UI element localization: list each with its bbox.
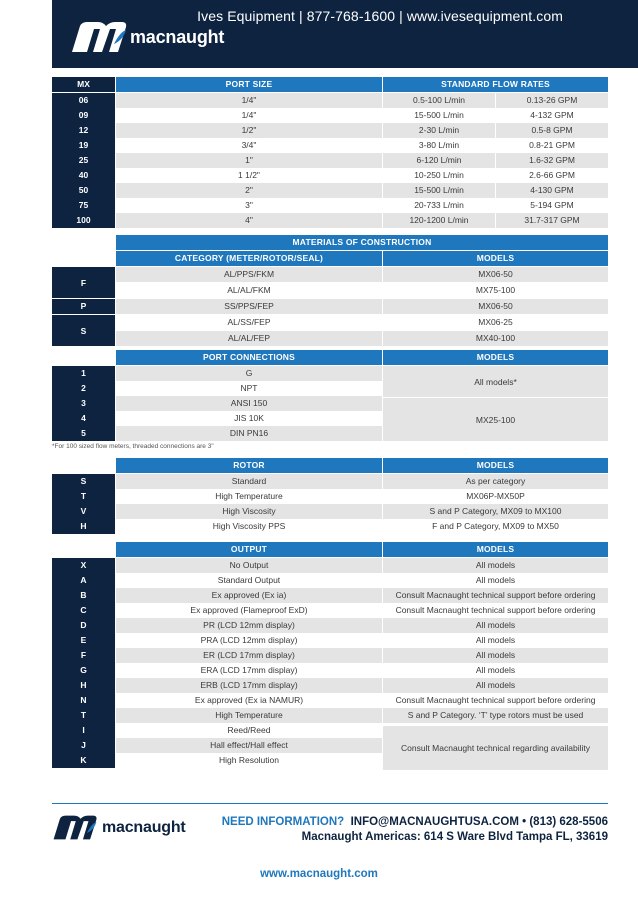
output-name: Reed/Reed <box>116 723 382 738</box>
output-models: All models <box>383 648 608 663</box>
output-code: A <box>52 573 115 588</box>
port-code: 3 <box>52 396 115 411</box>
mx-code: 40 <box>52 168 115 183</box>
port-code: 1 <box>52 366 115 381</box>
mx-code: 50 <box>52 183 115 198</box>
output-name: Hall effect/Hall effect <box>116 738 382 753</box>
flow-rate-gpm: 0.13-26 GPM <box>496 93 608 108</box>
port-connections-table <box>52 350 608 441</box>
material-models: MX40-100 <box>383 331 608 346</box>
mx-code: 19 <box>52 138 115 153</box>
material-category: AL/AL/FKM <box>116 283 382 298</box>
output-models: All models <box>383 663 608 678</box>
rotor-models: S and P Category, MX09 to MX100 <box>383 504 608 519</box>
port-size: 4" <box>116 213 382 228</box>
footer-logo-wordmark: macnaught <box>102 818 186 836</box>
port-size: 1/2" <box>116 123 382 138</box>
output-name: ER (LCD 17mm display) <box>116 648 382 663</box>
rotor-name: High Viscosity PPS <box>116 519 382 534</box>
port-size: 1/4" <box>116 93 382 108</box>
output-models: All models <box>383 573 608 588</box>
output-code: J <box>52 738 115 753</box>
materials-title: MATERIALS OF CONSTRUCTION <box>116 235 608 250</box>
mx-code: 12 <box>52 123 115 138</box>
flow-rate-lmin: 3-80 L/min <box>383 138 495 153</box>
logo-wordmark: macnaught <box>130 26 225 47</box>
material-code-s: S <box>52 315 115 346</box>
port-size-header: PORT SIZE <box>116 77 382 92</box>
output-models: All models <box>383 618 608 633</box>
flow-rate-gpm: 31.7-317 GPM <box>496 213 608 228</box>
output-code: T <box>52 708 115 723</box>
port-connection-name: NPT <box>116 381 382 396</box>
rotor-code: T <box>52 489 115 504</box>
flow-rate-gpm: 4-132 GPM <box>496 108 608 123</box>
contact-email-phone[interactable]: INFO@MACNAUGHTUSA.COM • (813) 628-5506 <box>350 816 608 828</box>
mx-code: 75 <box>52 198 115 213</box>
output-models: All models <box>383 633 608 648</box>
flow-rate-lmin: 15-500 L/min <box>383 108 495 123</box>
rotor-models-header: MODELS <box>383 458 608 473</box>
flow-rate-lmin: 120-1200 L/min <box>383 213 495 228</box>
macnaught-logo <box>70 20 224 54</box>
material-category: AL/SS/FEP <box>116 315 382 330</box>
flow-rate-lmin: 10-250 L/min <box>383 168 495 183</box>
macnaught-logo-mark-icon <box>70 20 128 54</box>
output-name: PR (LCD 12mm display) <box>116 618 382 633</box>
output-code: X <box>52 558 115 573</box>
port-size: 1/4" <box>116 108 382 123</box>
header-contact: Ives Equipment | 877-768-1600 | www.ivesequipment.com <box>197 8 563 24</box>
port-models-all: All models* <box>383 366 608 397</box>
flow-rate-gpm: 1.6-32 GPM <box>496 153 608 168</box>
flow-rate-lmin: 15-500 L/min <box>383 183 495 198</box>
port-size: 1 1/2" <box>116 168 382 183</box>
rotor-header: ROTOR <box>116 458 382 473</box>
mx-header: MX <box>52 77 115 92</box>
material-models: MX06-50 <box>383 267 608 282</box>
mx-code: 09 <box>52 108 115 123</box>
mx-code: 06 <box>52 93 115 108</box>
mx-code: 100 <box>52 213 115 228</box>
flow-rate-lmin: 0.5-100 L/min <box>383 93 495 108</box>
flow-table-header <box>52 77 608 92</box>
address: Macnaught Americas: 614 S Ware Blvd Tampa FL, 33619 <box>301 831 608 843</box>
output-code: B <box>52 588 115 603</box>
flow-rate-gpm: 0.8-21 GPM <box>496 138 608 153</box>
output-name: Ex approved (Ex ia NAMUR) <box>116 693 382 708</box>
mx-code: 25 <box>52 153 115 168</box>
port-connection-name: ANSI 150 <box>116 396 382 411</box>
flow-rates-header: STANDARD FLOW RATES <box>383 77 608 92</box>
output-name: High Temperature <box>116 708 382 723</box>
output-models-header: MODELS <box>383 542 608 557</box>
materials-table <box>52 235 608 343</box>
flow-rate-lmin: 20-733 L/min <box>383 198 495 213</box>
flow-rate-gpm: 4-130 GPM <box>496 183 608 198</box>
output-models: Consult Macnaught technical support before ordering <box>383 693 608 708</box>
need-information-block <box>222 815 608 845</box>
material-category: AL/PPS/FKM <box>116 267 382 282</box>
output-code: C <box>52 603 115 618</box>
footer-divider <box>52 803 608 804</box>
flow-rate-gpm: 2.6-66 GPM <box>496 168 608 183</box>
material-models: MX06-50 <box>383 299 608 314</box>
material-models: MX75-100 <box>383 283 608 298</box>
output-models: Consult Macnaught technical support before ordering <box>383 588 608 603</box>
port-connection-name: G <box>116 366 382 381</box>
page-header <box>52 0 638 68</box>
rotor-models: As per category <box>383 474 608 489</box>
rotor-models: MX06P-MX50P <box>383 489 608 504</box>
rotor-code: S <box>52 474 115 489</box>
output-models: S and P Category. ‘T’ type rotors must be used <box>383 708 608 723</box>
output-merged-models: Consult Macnaught technical regarding availability <box>383 726 608 770</box>
material-category: AL/AL/FEP <box>116 331 382 346</box>
output-name: Ex approved (Ex ia) <box>116 588 382 603</box>
rotor-name: Standard <box>116 474 382 489</box>
output-name: No Output <box>116 558 382 573</box>
footer-macnaught-logo <box>52 814 186 841</box>
rotor-code: H <box>52 519 115 534</box>
output-name: Standard Output <box>116 573 382 588</box>
output-code: G <box>52 663 115 678</box>
category-header: CATEGORY (METER/ROTOR/SEAL) <box>116 251 382 266</box>
output-name: ERA (LCD 17mm display) <box>116 663 382 678</box>
output-code: E <box>52 633 115 648</box>
flow-rate-gpm: 5-194 GPM <box>496 198 608 213</box>
port-connection-name: DIN PN16 <box>116 426 382 441</box>
output-models: All models <box>383 678 608 693</box>
port-models-mx25-100-fill: MX25-100 <box>383 398 608 441</box>
port-models-header: MODELS <box>383 350 608 365</box>
materials-models-header: MODELS <box>383 251 608 266</box>
port-size: 3/4" <box>116 138 382 153</box>
output-name: High Resolution <box>116 753 382 768</box>
output-name: PRA (LCD 12mm display) <box>116 633 382 648</box>
need-info-label: NEED INFORMATION? <box>221 816 345 828</box>
output-code: F <box>52 648 115 663</box>
output-name: ERB (LCD 17mm display) <box>116 678 382 693</box>
flow-rate-lmin: 2-30 L/min <box>383 123 495 138</box>
port-code: 5 <box>52 426 115 441</box>
material-code-f: F <box>52 267 115 298</box>
output-table <box>52 542 608 770</box>
output-models: All models <box>383 558 608 573</box>
output-name: Ex approved (Flameproof ExD) <box>116 603 382 618</box>
rotor-code: V <box>52 504 115 519</box>
output-code: I <box>52 723 115 738</box>
flow-rate-table <box>52 77 608 228</box>
material-code-p: P <box>52 299 115 314</box>
port-code: 4 <box>52 411 115 426</box>
flow-rate-gpm: 0.5-8 GPM <box>496 123 608 138</box>
port-connections-header: PORT CONNECTIONS <box>116 350 382 365</box>
rotor-table <box>52 458 608 533</box>
output-header: OUTPUT <box>116 542 382 557</box>
port-footnote: *For 100 sized flow meters, threaded connections are 3" <box>52 443 214 450</box>
output-models: Consult Macnaught technical support before ordering <box>383 603 608 618</box>
material-category: SS/PPS/FEP <box>116 299 382 314</box>
output-code: D <box>52 618 115 633</box>
rotor-name: High Temperature <box>116 489 382 504</box>
flow-rate-lmin: 6-120 L/min <box>383 153 495 168</box>
output-code: K <box>52 753 115 768</box>
footer-website-link[interactable]: www.macnaught.com <box>260 868 378 880</box>
port-connection-name: JIS 10K <box>116 411 382 426</box>
port-size: 1" <box>116 153 382 168</box>
port-size: 3" <box>116 198 382 213</box>
output-code: N <box>52 693 115 708</box>
output-code: H <box>52 678 115 693</box>
rotor-models: F and P Category, MX09 to MX50 <box>383 519 608 534</box>
port-code: 2 <box>52 381 115 396</box>
rotor-name: High Viscosity <box>116 504 382 519</box>
port-size: 2" <box>116 183 382 198</box>
macnaught-logo-mark-icon <box>52 814 98 841</box>
material-models: MX06-25 <box>383 315 608 330</box>
